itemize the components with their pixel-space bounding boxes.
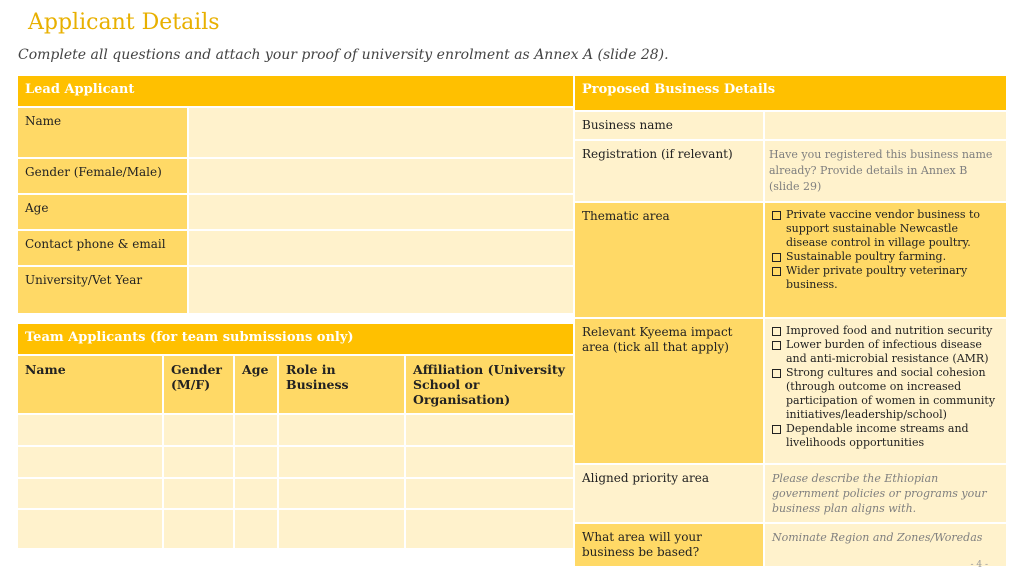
team-cell[interactable] — [163, 478, 234, 509]
lead-name-label: Name — [17, 107, 188, 158]
team-cell[interactable] — [278, 414, 405, 446]
team-row — [17, 509, 574, 549]
team-cell[interactable] — [234, 446, 278, 478]
team-col-gender: Gender (M/F) — [163, 355, 234, 414]
team-col-affiliation: Affiliation (University School or Organisation) — [405, 355, 574, 414]
team-applicants-heading: Team Applicants (for team submissions only) — [17, 323, 574, 355]
location-label: What area will your business be based? — [574, 523, 764, 567]
checkbox-icon[interactable] — [772, 253, 781, 262]
business-details-table — [573, 74, 1008, 568]
page-subtitle: Complete all questions and attach your proof of university enrolment as Annex A (slide 28). — [18, 47, 669, 63]
team-cell[interactable] — [405, 509, 574, 549]
impact-option[interactable]: Strong cultures and social cohesion (through outcome on increased participation of women in community initiatives/leadership/school) — [772, 366, 999, 422]
team-cell[interactable] — [278, 509, 405, 549]
checkbox-icon[interactable] — [772, 369, 781, 378]
team-col-role: Role in Business — [278, 355, 405, 414]
team-cell[interactable] — [163, 446, 234, 478]
team-applicants-table — [16, 322, 575, 550]
registration-note[interactable]: Have you registered this business name already? Provide details in Annex B (slide 29) — [764, 140, 1007, 202]
business-details-heading: Proposed Business Details — [574, 75, 1007, 111]
team-cell[interactable] — [405, 446, 574, 478]
priority-area-note[interactable]: Please describe the Ethiopian government policies or programs your business plan aligns with. — [764, 464, 1007, 523]
team-cell[interactable] — [405, 414, 574, 446]
team-cell[interactable] — [17, 446, 163, 478]
team-cell[interactable] — [17, 478, 163, 509]
checkbox-icon[interactable] — [772, 425, 781, 434]
lead-university-label: University/Vet Year — [17, 266, 188, 314]
thematic-area-options — [764, 202, 1007, 318]
lead-contact-field[interactable] — [188, 230, 574, 266]
business-name-label: Business name — [574, 111, 764, 140]
thematic-area-label: Thematic area — [574, 202, 764, 318]
checkbox-icon[interactable] — [772, 267, 781, 276]
checkbox-icon[interactable] — [772, 341, 781, 350]
team-cell[interactable] — [17, 509, 163, 549]
lead-applicant-table — [16, 74, 575, 315]
lead-applicant-heading: Lead Applicant — [17, 75, 574, 107]
team-cell[interactable] — [405, 478, 574, 509]
team-cell[interactable] — [234, 509, 278, 549]
lead-university-field[interactable] — [188, 266, 574, 314]
impact-area-label: Relevant Kyeema impact area (tick all that apply) — [574, 318, 764, 464]
team-row — [17, 414, 574, 446]
business-name-field[interactable] — [764, 111, 1007, 140]
lead-contact-label: Contact phone & email — [17, 230, 188, 266]
team-cell[interactable] — [234, 414, 278, 446]
team-row — [17, 478, 574, 509]
lead-age-label: Age — [17, 194, 188, 230]
impact-option[interactable]: Improved food and nutrition security — [772, 324, 999, 338]
checkbox-icon[interactable] — [772, 211, 781, 220]
location-note[interactable]: Nominate Region and Zones/Woredas — [764, 523, 1007, 567]
thematic-option[interactable]: Sustainable poultry farming. — [772, 250, 999, 264]
team-cell[interactable] — [163, 414, 234, 446]
team-col-age: Age — [234, 355, 278, 414]
registration-label: Registration (if relevant) — [574, 140, 764, 202]
checkbox-icon[interactable] — [772, 327, 781, 336]
team-col-name: Name — [17, 355, 163, 414]
lead-gender-label: Gender (Female/Male) — [17, 158, 188, 194]
impact-area-options — [764, 318, 1007, 464]
page-number: - 4 - — [970, 560, 988, 570]
page-title: Applicant Details — [28, 10, 220, 35]
lead-name-field[interactable] — [188, 107, 574, 158]
thematic-option[interactable]: Private vaccine vendor business to support sustainable Newcastle disease control in village poultry. — [772, 208, 999, 250]
team-cell[interactable] — [163, 509, 234, 549]
team-cell[interactable] — [17, 414, 163, 446]
team-cell[interactable] — [278, 478, 405, 509]
team-cell[interactable] — [234, 478, 278, 509]
lead-gender-field[interactable] — [188, 158, 574, 194]
impact-option[interactable]: Dependable income streams and livelihoods opportunities — [772, 422, 999, 450]
impact-option[interactable]: Lower burden of infectious disease and anti-microbial resistance (AMR) — [772, 338, 999, 366]
team-cell[interactable] — [278, 446, 405, 478]
lead-age-field[interactable] — [188, 194, 574, 230]
priority-area-label: Aligned priority area — [574, 464, 764, 523]
thematic-option[interactable]: Wider private poultry veterinary business. — [772, 264, 999, 292]
team-row — [17, 446, 574, 478]
